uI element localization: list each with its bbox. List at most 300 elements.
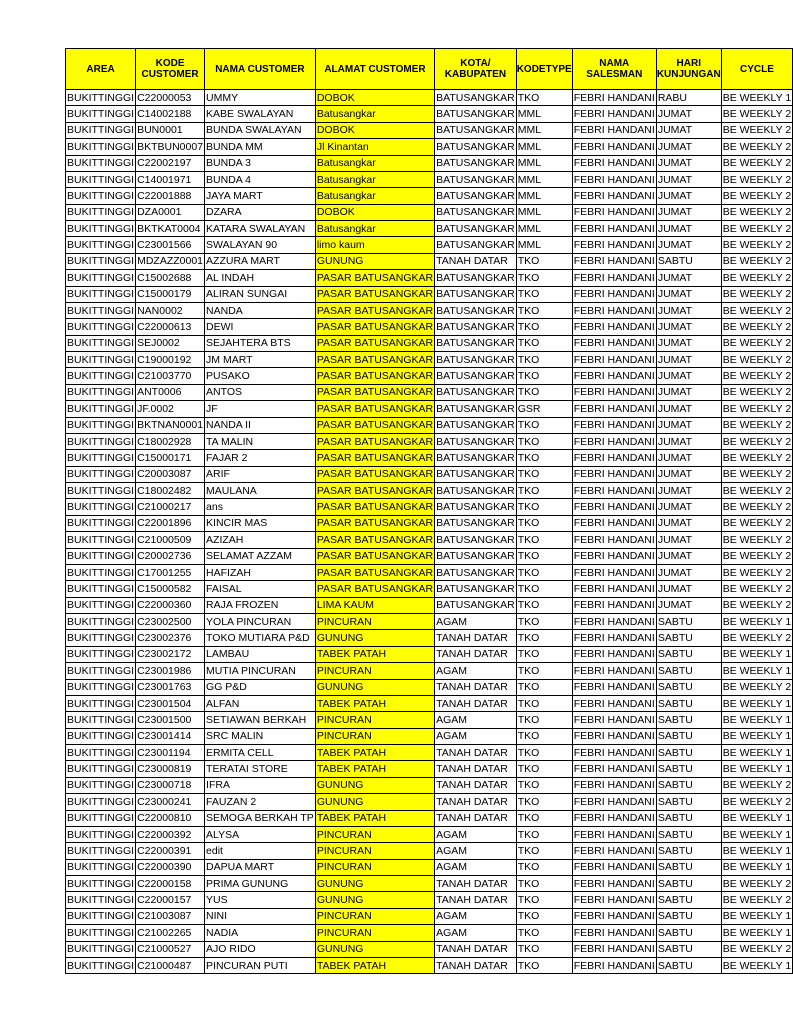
- cell-nama-customer[interactable]: DZARA: [205, 204, 316, 220]
- cell-cycle[interactable]: BE WEEKLY 1: [721, 90, 792, 106]
- cell-alamat-customer[interactable]: DOBOK: [315, 204, 434, 220]
- cell-kota-kabupaten[interactable]: TANAH DATAR: [435, 253, 517, 269]
- cell-alamat-customer[interactable]: PINCURAN: [315, 663, 434, 679]
- cell-nama-salesman[interactable]: FEBRI HANDANI: [572, 695, 656, 711]
- cell-area[interactable]: BUKITTINGGI: [66, 646, 136, 662]
- cell-cycle[interactable]: BE WEEKLY 1: [721, 646, 792, 662]
- cell-cycle[interactable]: BE WEEKLY 1: [721, 663, 792, 679]
- cell-cycle[interactable]: BE WEEKLY 1: [721, 925, 792, 941]
- cell-hari-kunjungan[interactable]: JUMAT: [656, 417, 721, 433]
- cell-nama-customer[interactable]: SRC MALIN: [205, 728, 316, 744]
- cell-alamat-customer[interactable]: PINCURAN: [315, 728, 434, 744]
- cell-alamat-customer[interactable]: TABEK PATAH: [315, 957, 434, 973]
- cell-nama-customer[interactable]: TERATAI STORE: [205, 761, 316, 777]
- cell-cycle[interactable]: BE WEEKLY 1: [721, 695, 792, 711]
- cell-kode-customer[interactable]: C21003087: [136, 908, 205, 924]
- cell-area[interactable]: BUKITTINGGI: [66, 532, 136, 548]
- cell-kota-kabupaten[interactable]: BATUSANGKAR: [435, 171, 517, 187]
- cell-kodetype[interactable]: TKO: [516, 564, 572, 580]
- cell-kode-customer[interactable]: C23000718: [136, 777, 205, 793]
- cell-nama-customer[interactable]: SETIAWAN BERKAH: [205, 712, 316, 728]
- cell-kodetype[interactable]: TKO: [516, 908, 572, 924]
- cell-area[interactable]: BUKITTINGGI: [66, 859, 136, 875]
- cell-alamat-customer[interactable]: PASAR BATUSANGKAR: [315, 368, 434, 384]
- cell-alamat-customer[interactable]: PASAR BATUSANGKAR: [315, 499, 434, 515]
- col-header-kodetype[interactable]: KODETYPE: [516, 49, 572, 90]
- cell-alamat-customer[interactable]: Batusangkar: [315, 188, 434, 204]
- cell-kode-customer[interactable]: C20003087: [136, 466, 205, 482]
- cell-area[interactable]: BUKITTINGGI: [66, 237, 136, 253]
- cell-hari-kunjungan[interactable]: SABTU: [656, 957, 721, 973]
- cell-nama-customer[interactable]: FAJAR 2: [205, 450, 316, 466]
- cell-kodetype[interactable]: MML: [516, 237, 572, 253]
- cell-cycle[interactable]: BE WEEKLY 2: [721, 532, 792, 548]
- cell-cycle[interactable]: BE WEEKLY 2: [721, 286, 792, 302]
- cell-kodetype[interactable]: TKO: [516, 352, 572, 368]
- cell-nama-customer[interactable]: PINCURAN PUTI: [205, 957, 316, 973]
- cell-cycle[interactable]: BE WEEKLY 2: [721, 450, 792, 466]
- cell-alamat-customer[interactable]: PINCURAN: [315, 843, 434, 859]
- cell-kodetype[interactable]: TKO: [516, 777, 572, 793]
- cell-alamat-customer[interactable]: TABEK PATAH: [315, 745, 434, 761]
- cell-kodetype[interactable]: TKO: [516, 614, 572, 630]
- cell-kode-customer[interactable]: DZA0001: [136, 204, 205, 220]
- cell-nama-salesman[interactable]: FEBRI HANDANI: [572, 810, 656, 826]
- cell-alamat-customer[interactable]: PASAR BATUSANGKAR: [315, 433, 434, 449]
- cell-cycle[interactable]: BE WEEKLY 2: [721, 597, 792, 613]
- cell-hari-kunjungan[interactable]: SABTU: [656, 908, 721, 924]
- cell-kode-customer[interactable]: C23001500: [136, 712, 205, 728]
- cell-area[interactable]: BUKITTINGGI: [66, 728, 136, 744]
- cell-nama-salesman[interactable]: FEBRI HANDANI: [572, 139, 656, 155]
- cell-kodetype[interactable]: TKO: [516, 646, 572, 662]
- cell-nama-customer[interactable]: ans: [205, 499, 316, 515]
- cell-area[interactable]: BUKITTINGGI: [66, 957, 136, 973]
- cell-cycle[interactable]: BE WEEKLY 2: [721, 548, 792, 564]
- cell-cycle[interactable]: BE WEEKLY 2: [721, 368, 792, 384]
- cell-kota-kabupaten[interactable]: BATUSANGKAR: [435, 548, 517, 564]
- cell-hari-kunjungan[interactable]: SABTU: [656, 630, 721, 646]
- cell-kode-customer[interactable]: C15000582: [136, 581, 205, 597]
- cell-alamat-customer[interactable]: PINCURAN: [315, 712, 434, 728]
- cell-area[interactable]: BUKITTINGGI: [66, 745, 136, 761]
- cell-nama-customer[interactable]: JM MART: [205, 352, 316, 368]
- cell-kode-customer[interactable]: NAN0002: [136, 302, 205, 318]
- cell-nama-salesman[interactable]: FEBRI HANDANI: [572, 564, 656, 580]
- cell-alamat-customer[interactable]: PASAR BATUSANGKAR: [315, 401, 434, 417]
- cell-kodetype[interactable]: TKO: [516, 630, 572, 646]
- cell-kodetype[interactable]: TKO: [516, 319, 572, 335]
- cell-kode-customer[interactable]: C22000392: [136, 826, 205, 842]
- cell-kota-kabupaten[interactable]: TANAH DATAR: [435, 646, 517, 662]
- cell-area[interactable]: BUKITTINGGI: [66, 843, 136, 859]
- cell-hari-kunjungan[interactable]: JUMAT: [656, 237, 721, 253]
- col-header-nama-customer[interactable]: NAMA CUSTOMER: [205, 49, 316, 90]
- cell-kode-customer[interactable]: C20002736: [136, 548, 205, 564]
- cell-hari-kunjungan[interactable]: SABTU: [656, 892, 721, 908]
- cell-kota-kabupaten[interactable]: AGAM: [435, 908, 517, 924]
- cell-cycle[interactable]: BE WEEKLY 1: [721, 957, 792, 973]
- cell-alamat-customer[interactable]: PASAR BATUSANGKAR: [315, 548, 434, 564]
- cell-nama-salesman[interactable]: FEBRI HANDANI: [572, 171, 656, 187]
- cell-nama-customer[interactable]: BUNDA MM: [205, 139, 316, 155]
- cell-alamat-customer[interactable]: Batusangkar: [315, 155, 434, 171]
- cell-area[interactable]: BUKITTINGGI: [66, 630, 136, 646]
- cell-nama-salesman[interactable]: FEBRI HANDANI: [572, 761, 656, 777]
- cell-cycle[interactable]: BE WEEKLY 2: [721, 352, 792, 368]
- cell-kode-customer[interactable]: C23001414: [136, 728, 205, 744]
- cell-kota-kabupaten[interactable]: BATUSANGKAR: [435, 221, 517, 237]
- cell-kota-kabupaten[interactable]: TANAH DATAR: [435, 810, 517, 826]
- cell-area[interactable]: BUKITTINGGI: [66, 499, 136, 515]
- cell-nama-customer[interactable]: ANTOS: [205, 384, 316, 400]
- cell-nama-salesman[interactable]: FEBRI HANDANI: [572, 630, 656, 646]
- cell-area[interactable]: BUKITTINGGI: [66, 564, 136, 580]
- cell-hari-kunjungan[interactable]: SABTU: [656, 859, 721, 875]
- cell-cycle[interactable]: BE WEEKLY 2: [721, 302, 792, 318]
- cell-nama-customer[interactable]: AJO RIDO: [205, 941, 316, 957]
- cell-nama-salesman[interactable]: FEBRI HANDANI: [572, 384, 656, 400]
- cell-area[interactable]: BUKITTINGGI: [66, 925, 136, 941]
- cell-kodetype[interactable]: TKO: [516, 810, 572, 826]
- col-header-cycle[interactable]: CYCLE: [721, 49, 792, 90]
- cell-cycle[interactable]: BE WEEKLY 2: [721, 401, 792, 417]
- cell-nama-salesman[interactable]: FEBRI HANDANI: [572, 941, 656, 957]
- cell-cycle[interactable]: BE WEEKLY 2: [721, 106, 792, 122]
- cell-kode-customer[interactable]: BKTBUN0007: [136, 139, 205, 155]
- cell-kode-customer[interactable]: C23002376: [136, 630, 205, 646]
- cell-nama-customer[interactable]: YOLA PINCURAN: [205, 614, 316, 630]
- cell-kode-customer[interactable]: C23001986: [136, 663, 205, 679]
- cell-hari-kunjungan[interactable]: JUMAT: [656, 499, 721, 515]
- cell-kode-customer[interactable]: C22000391: [136, 843, 205, 859]
- cell-kota-kabupaten[interactable]: BATUSANGKAR: [435, 106, 517, 122]
- cell-kode-customer[interactable]: C23000241: [136, 794, 205, 810]
- cell-kota-kabupaten[interactable]: BATUSANGKAR: [435, 466, 517, 482]
- cell-area[interactable]: BUKITTINGGI: [66, 826, 136, 842]
- cell-alamat-customer[interactable]: PASAR BATUSANGKAR: [315, 564, 434, 580]
- cell-kodetype[interactable]: TKO: [516, 745, 572, 761]
- cell-kode-customer[interactable]: C23001763: [136, 679, 205, 695]
- cell-nama-salesman[interactable]: FEBRI HANDANI: [572, 532, 656, 548]
- cell-alamat-customer[interactable]: GUNUNG: [315, 794, 434, 810]
- cell-kodetype[interactable]: TKO: [516, 302, 572, 318]
- cell-kodetype[interactable]: MML: [516, 155, 572, 171]
- cell-kode-customer[interactable]: C23002172: [136, 646, 205, 662]
- cell-hari-kunjungan[interactable]: JUMAT: [656, 188, 721, 204]
- cell-kode-customer[interactable]: C14001971: [136, 171, 205, 187]
- cell-kota-kabupaten[interactable]: BATUSANGKAR: [435, 155, 517, 171]
- cell-cycle[interactable]: BE WEEKLY 2: [721, 253, 792, 269]
- cell-area[interactable]: BUKITTINGGI: [66, 597, 136, 613]
- cell-hari-kunjungan[interactable]: SABTU: [656, 712, 721, 728]
- cell-kode-customer[interactable]: C15000179: [136, 286, 205, 302]
- cell-nama-salesman[interactable]: FEBRI HANDANI: [572, 925, 656, 941]
- cell-kode-customer[interactable]: JF.0002: [136, 401, 205, 417]
- cell-cycle[interactable]: BE WEEKLY 2: [721, 122, 792, 138]
- cell-alamat-customer[interactable]: GUNUNG: [315, 630, 434, 646]
- cell-nama-customer[interactable]: JAYA MART: [205, 188, 316, 204]
- cell-nama-customer[interactable]: RAJA FROZEN: [205, 597, 316, 613]
- cell-hari-kunjungan[interactable]: JUMAT: [656, 515, 721, 531]
- cell-alamat-customer[interactable]: PASAR BATUSANGKAR: [315, 319, 434, 335]
- cell-area[interactable]: BUKITTINGGI: [66, 581, 136, 597]
- cell-alamat-customer[interactable]: TABEK PATAH: [315, 761, 434, 777]
- cell-hari-kunjungan[interactable]: JUMAT: [656, 139, 721, 155]
- cell-cycle[interactable]: BE WEEKLY 2: [721, 417, 792, 433]
- cell-cycle[interactable]: BE WEEKLY 2: [721, 270, 792, 286]
- cell-nama-salesman[interactable]: FEBRI HANDANI: [572, 417, 656, 433]
- cell-nama-salesman[interactable]: FEBRI HANDANI: [572, 646, 656, 662]
- cell-nama-customer[interactable]: TOKO MUTIARA P&D: [205, 630, 316, 646]
- cell-kodetype[interactable]: TKO: [516, 597, 572, 613]
- col-header-area[interactable]: AREA: [66, 49, 136, 90]
- cell-kota-kabupaten[interactable]: TANAH DATAR: [435, 679, 517, 695]
- cell-area[interactable]: BUKITTINGGI: [66, 286, 136, 302]
- cell-hari-kunjungan[interactable]: JUMAT: [656, 581, 721, 597]
- cell-kode-customer[interactable]: C22001896: [136, 515, 205, 531]
- cell-alamat-customer[interactable]: DOBOK: [315, 90, 434, 106]
- cell-kode-customer[interactable]: BKTKAT0004: [136, 221, 205, 237]
- cell-hari-kunjungan[interactable]: JUMAT: [656, 319, 721, 335]
- cell-alamat-customer[interactable]: LIMA KAUM: [315, 597, 434, 613]
- cell-hari-kunjungan[interactable]: JUMAT: [656, 155, 721, 171]
- cell-cycle[interactable]: BE WEEKLY 2: [721, 237, 792, 253]
- cell-area[interactable]: BUKITTINGGI: [66, 908, 136, 924]
- cell-kodetype[interactable]: TKO: [516, 663, 572, 679]
- cell-area[interactable]: BUKITTINGGI: [66, 204, 136, 220]
- cell-nama-salesman[interactable]: FEBRI HANDANI: [572, 286, 656, 302]
- cell-kode-customer[interactable]: C18002928: [136, 433, 205, 449]
- cell-area[interactable]: BUKITTINGGI: [66, 122, 136, 138]
- cell-alamat-customer[interactable]: PASAR BATUSANGKAR: [315, 302, 434, 318]
- cell-kode-customer[interactable]: C21000217: [136, 499, 205, 515]
- cell-area[interactable]: BUKITTINGGI: [66, 171, 136, 187]
- cell-alamat-customer[interactable]: limo kaum: [315, 237, 434, 253]
- cell-kota-kabupaten[interactable]: BATUSANGKAR: [435, 499, 517, 515]
- cell-nama-salesman[interactable]: FEBRI HANDANI: [572, 466, 656, 482]
- cell-nama-salesman[interactable]: FEBRI HANDANI: [572, 433, 656, 449]
- cell-nama-customer[interactable]: PUSAKO: [205, 368, 316, 384]
- cell-kodetype[interactable]: MML: [516, 122, 572, 138]
- cell-kota-kabupaten[interactable]: TANAH DATAR: [435, 892, 517, 908]
- cell-alamat-customer[interactable]: PASAR BATUSANGKAR: [315, 532, 434, 548]
- cell-area[interactable]: BUKITTINGGI: [66, 712, 136, 728]
- cell-alamat-customer[interactable]: DOBOK: [315, 122, 434, 138]
- cell-area[interactable]: BUKITTINGGI: [66, 876, 136, 892]
- cell-kota-kabupaten[interactable]: BATUSANGKAR: [435, 286, 517, 302]
- cell-kota-kabupaten[interactable]: TANAH DATAR: [435, 630, 517, 646]
- cell-hari-kunjungan[interactable]: JUMAT: [656, 466, 721, 482]
- cell-kodetype[interactable]: TKO: [516, 499, 572, 515]
- cell-cycle[interactable]: BE WEEKLY 2: [721, 564, 792, 580]
- cell-kode-customer[interactable]: C22000157: [136, 892, 205, 908]
- cell-kodetype[interactable]: TKO: [516, 515, 572, 531]
- cell-hari-kunjungan[interactable]: SABTU: [656, 826, 721, 842]
- cell-kota-kabupaten[interactable]: BATUSANGKAR: [435, 401, 517, 417]
- cell-kode-customer[interactable]: C21000527: [136, 941, 205, 957]
- cell-cycle[interactable]: BE WEEKLY 1: [721, 810, 792, 826]
- cell-area[interactable]: BUKITTINGGI: [66, 466, 136, 482]
- cell-cycle[interactable]: BE WEEKLY 2: [721, 384, 792, 400]
- cell-nama-customer[interactable]: ALFAN: [205, 695, 316, 711]
- col-header-hari-kunjungan[interactable]: HARI KUNJUNGAN: [656, 49, 721, 90]
- cell-nama-salesman[interactable]: FEBRI HANDANI: [572, 319, 656, 335]
- cell-kota-kabupaten[interactable]: BATUSANGKAR: [435, 564, 517, 580]
- cell-kodetype[interactable]: TKO: [516, 728, 572, 744]
- cell-kode-customer[interactable]: C17001255: [136, 564, 205, 580]
- cell-kode-customer[interactable]: C22000810: [136, 810, 205, 826]
- cell-area[interactable]: BUKITTINGGI: [66, 352, 136, 368]
- cell-kodetype[interactable]: TKO: [516, 417, 572, 433]
- cell-kota-kabupaten[interactable]: AGAM: [435, 843, 517, 859]
- cell-hari-kunjungan[interactable]: SABTU: [656, 695, 721, 711]
- cell-kode-customer[interactable]: C22000390: [136, 859, 205, 875]
- cell-kode-customer[interactable]: C23002500: [136, 614, 205, 630]
- cell-nama-salesman[interactable]: FEBRI HANDANI: [572, 90, 656, 106]
- cell-kodetype[interactable]: MML: [516, 221, 572, 237]
- cell-alamat-customer[interactable]: GUNUNG: [315, 892, 434, 908]
- cell-nama-customer[interactable]: GG P&D: [205, 679, 316, 695]
- col-header-nama-salesman[interactable]: NAMA SALESMAN: [572, 49, 656, 90]
- cell-kodetype[interactable]: TKO: [516, 876, 572, 892]
- cell-alamat-customer[interactable]: GUNUNG: [315, 253, 434, 269]
- cell-cycle[interactable]: BE WEEKLY 2: [721, 204, 792, 220]
- cell-alamat-customer[interactable]: TABEK PATAH: [315, 695, 434, 711]
- cell-nama-customer[interactable]: HAFIZAH: [205, 564, 316, 580]
- cell-cycle[interactable]: BE WEEKLY 2: [721, 483, 792, 499]
- cell-nama-customer[interactable]: NADIA: [205, 925, 316, 941]
- cell-cycle[interactable]: BE WEEKLY 2: [721, 433, 792, 449]
- cell-hari-kunjungan[interactable]: RABU: [656, 90, 721, 106]
- cell-nama-salesman[interactable]: FEBRI HANDANI: [572, 237, 656, 253]
- cell-area[interactable]: BUKITTINGGI: [66, 515, 136, 531]
- cell-cycle[interactable]: BE WEEKLY 1: [721, 908, 792, 924]
- cell-alamat-customer[interactable]: PINCURAN: [315, 908, 434, 924]
- cell-nama-customer[interactable]: ALYSA: [205, 826, 316, 842]
- cell-nama-salesman[interactable]: FEBRI HANDANI: [572, 826, 656, 842]
- cell-kodetype[interactable]: TKO: [516, 286, 572, 302]
- cell-kota-kabupaten[interactable]: BATUSANGKAR: [435, 335, 517, 351]
- cell-kota-kabupaten[interactable]: BATUSANGKAR: [435, 90, 517, 106]
- cell-alamat-customer[interactable]: PINCURAN: [315, 859, 434, 875]
- cell-kota-kabupaten[interactable]: BATUSANGKAR: [435, 515, 517, 531]
- cell-kota-kabupaten[interactable]: BATUSANGKAR: [435, 237, 517, 253]
- cell-cycle[interactable]: BE WEEKLY 1: [721, 745, 792, 761]
- cell-nama-salesman[interactable]: FEBRI HANDANI: [572, 253, 656, 269]
- cell-hari-kunjungan[interactable]: JUMAT: [656, 204, 721, 220]
- cell-nama-salesman[interactable]: FEBRI HANDANI: [572, 450, 656, 466]
- cell-kota-kabupaten[interactable]: BATUSANGKAR: [435, 302, 517, 318]
- cell-area[interactable]: BUKITTINGGI: [66, 368, 136, 384]
- cell-nama-salesman[interactable]: FEBRI HANDANI: [572, 221, 656, 237]
- cell-hari-kunjungan[interactable]: JUMAT: [656, 302, 721, 318]
- cell-nama-salesman[interactable]: FEBRI HANDANI: [572, 155, 656, 171]
- cell-nama-salesman[interactable]: FEBRI HANDANI: [572, 957, 656, 973]
- cell-nama-customer[interactable]: JF: [205, 401, 316, 417]
- cell-alamat-customer[interactable]: GUNUNG: [315, 876, 434, 892]
- cell-kota-kabupaten[interactable]: BATUSANGKAR: [435, 122, 517, 138]
- cell-hari-kunjungan[interactable]: SABTU: [656, 761, 721, 777]
- cell-kode-customer[interactable]: ANT0006: [136, 384, 205, 400]
- cell-hari-kunjungan[interactable]: JUMAT: [656, 548, 721, 564]
- cell-hari-kunjungan[interactable]: JUMAT: [656, 270, 721, 286]
- cell-nama-customer[interactable]: LAMBAU: [205, 646, 316, 662]
- cell-kota-kabupaten[interactable]: BATUSANGKAR: [435, 188, 517, 204]
- cell-kode-customer[interactable]: C21000509: [136, 532, 205, 548]
- col-header-alamat-customer[interactable]: ALAMAT CUSTOMER: [315, 49, 434, 90]
- cell-alamat-customer[interactable]: GUNUNG: [315, 777, 434, 793]
- cell-nama-customer[interactable]: KATARA SWALAYAN: [205, 221, 316, 237]
- cell-hari-kunjungan[interactable]: JUMAT: [656, 532, 721, 548]
- cell-area[interactable]: BUKITTINGGI: [66, 90, 136, 106]
- cell-area[interactable]: BUKITTINGGI: [66, 810, 136, 826]
- cell-kota-kabupaten[interactable]: BATUSANGKAR: [435, 433, 517, 449]
- cell-hari-kunjungan[interactable]: SABTU: [656, 941, 721, 957]
- cell-cycle[interactable]: BE WEEKLY 2: [721, 139, 792, 155]
- cell-alamat-customer[interactable]: GUNUNG: [315, 941, 434, 957]
- cell-nama-customer[interactable]: PRIMA GUNUNG: [205, 876, 316, 892]
- cell-alamat-customer[interactable]: PINCURAN: [315, 614, 434, 630]
- cell-nama-customer[interactable]: ERMITA CELL: [205, 745, 316, 761]
- cell-nama-salesman[interactable]: FEBRI HANDANI: [572, 876, 656, 892]
- cell-hari-kunjungan[interactable]: SABTU: [656, 253, 721, 269]
- cell-alamat-customer[interactable]: Jl Kinantan: [315, 139, 434, 155]
- cell-kodetype[interactable]: MML: [516, 204, 572, 220]
- cell-cycle[interactable]: BE WEEKLY 1: [721, 761, 792, 777]
- cell-hari-kunjungan[interactable]: JUMAT: [656, 221, 721, 237]
- cell-kota-kabupaten[interactable]: AGAM: [435, 614, 517, 630]
- cell-alamat-customer[interactable]: PASAR BATUSANGKAR: [315, 270, 434, 286]
- cell-cycle[interactable]: BE WEEKLY 2: [721, 941, 792, 957]
- cell-kode-customer[interactable]: C15002688: [136, 270, 205, 286]
- cell-nama-salesman[interactable]: FEBRI HANDANI: [572, 188, 656, 204]
- cell-kode-customer[interactable]: C18002482: [136, 483, 205, 499]
- cell-cycle[interactable]: BE WEEKLY 2: [721, 155, 792, 171]
- cell-kode-customer[interactable]: C19000192: [136, 352, 205, 368]
- cell-nama-customer[interactable]: ALIRAN SUNGAI: [205, 286, 316, 302]
- cell-hari-kunjungan[interactable]: JUMAT: [656, 352, 721, 368]
- cell-hari-kunjungan[interactable]: JUMAT: [656, 106, 721, 122]
- cell-kodetype[interactable]: TKO: [516, 843, 572, 859]
- cell-alamat-customer[interactable]: PASAR BATUSANGKAR: [315, 352, 434, 368]
- cell-kota-kabupaten[interactable]: BATUSANGKAR: [435, 319, 517, 335]
- cell-nama-customer[interactable]: KINCIR MAS: [205, 515, 316, 531]
- cell-kode-customer[interactable]: C23001194: [136, 745, 205, 761]
- cell-kodetype[interactable]: TKO: [516, 368, 572, 384]
- cell-cycle[interactable]: BE WEEKLY 1: [721, 826, 792, 842]
- cell-nama-customer[interactable]: IFRA: [205, 777, 316, 793]
- cell-kota-kabupaten[interactable]: AGAM: [435, 728, 517, 744]
- cell-hari-kunjungan[interactable]: SABTU: [656, 663, 721, 679]
- cell-area[interactable]: BUKITTINGGI: [66, 433, 136, 449]
- cell-alamat-customer[interactable]: TABEK PATAH: [315, 810, 434, 826]
- cell-nama-customer[interactable]: SELAMAT AZZAM: [205, 548, 316, 564]
- cell-hari-kunjungan[interactable]: JUMAT: [656, 384, 721, 400]
- cell-cycle[interactable]: BE WEEKLY 2: [721, 335, 792, 351]
- cell-nama-customer[interactable]: ARIF: [205, 466, 316, 482]
- cell-area[interactable]: BUKITTINGGI: [66, 401, 136, 417]
- cell-cycle[interactable]: BE WEEKLY 2: [721, 188, 792, 204]
- cell-cycle[interactable]: BE WEEKLY 2: [721, 777, 792, 793]
- cell-hari-kunjungan[interactable]: SABTU: [656, 679, 721, 695]
- cell-cycle[interactable]: BE WEEKLY 2: [721, 679, 792, 695]
- cell-kode-customer[interactable]: SEJ0002: [136, 335, 205, 351]
- cell-nama-customer[interactable]: BUNDA 3: [205, 155, 316, 171]
- cell-kode-customer[interactable]: C21000487: [136, 957, 205, 973]
- cell-kota-kabupaten[interactable]: AGAM: [435, 925, 517, 941]
- cell-kota-kabupaten[interactable]: BATUSANGKAR: [435, 417, 517, 433]
